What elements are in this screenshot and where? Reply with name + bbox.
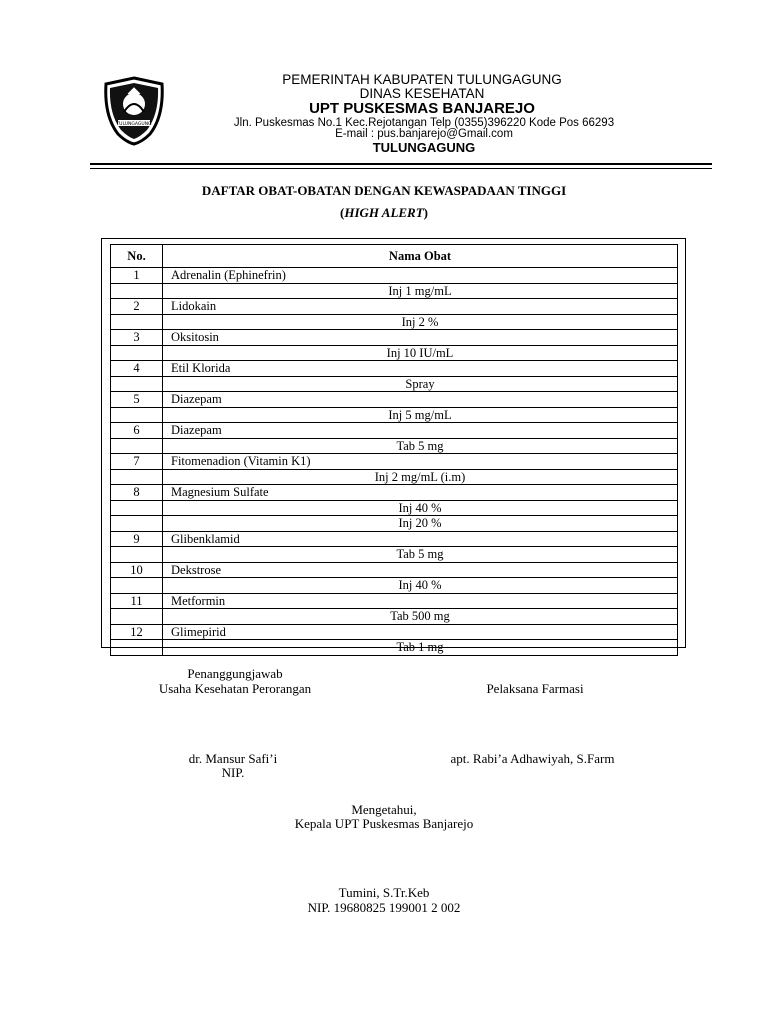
row-number: 2 [111, 299, 163, 315]
high-alert-drug-table [110, 244, 678, 656]
row-number: 4 [111, 361, 163, 377]
table-body [111, 268, 678, 656]
table-row [111, 640, 678, 656]
table-row [111, 609, 678, 625]
letterhead-divider-thick [90, 163, 712, 165]
letterhead-institution: UPT PUSKESMAS BANJAREJO [309, 100, 535, 117]
table-row [111, 423, 678, 439]
drug-dosage-form: Inj 5 mg/mL [163, 407, 678, 423]
drug-name: Glibenklamid [163, 531, 678, 547]
table-row [111, 624, 678, 640]
row-number: 3 [111, 330, 163, 346]
table-row [111, 531, 678, 547]
left-signatory-name: dr. Mansur Safi’i [188, 751, 278, 766]
approver-role-2: Kepala UPT Puskesmas Banjarejo [294, 816, 474, 831]
table-row [111, 268, 678, 284]
drug-name: Etil Klorida [163, 361, 678, 377]
row-number-empty [111, 345, 163, 361]
table-row [111, 314, 678, 330]
table-header-row [111, 245, 678, 268]
approver-nip: NIP. 19680825 199001 2 002 [307, 900, 461, 915]
row-number: 9 [111, 531, 163, 547]
table-row [111, 500, 678, 516]
right-signatory-name: apt. Rabi’a Adhawiyah, S.Farm [450, 751, 615, 766]
row-number-empty [111, 438, 163, 454]
row-number-empty [111, 314, 163, 330]
table-row [111, 516, 678, 532]
row-number-empty [111, 376, 163, 392]
table-row [111, 438, 678, 454]
table-row [111, 407, 678, 423]
row-number: 12 [111, 624, 163, 640]
table-row [111, 454, 678, 470]
drug-name: Diazepam [163, 392, 678, 408]
row-number-empty [111, 500, 163, 516]
row-number-empty [111, 609, 163, 625]
table-row [111, 283, 678, 299]
row-number-empty [111, 516, 163, 532]
row-number: 11 [111, 593, 163, 609]
table-row [111, 593, 678, 609]
drug-dosage-form: Tab 5 mg [163, 547, 678, 563]
drug-dosage-form: Tab 500 mg [163, 609, 678, 625]
drug-dosage-form: Inj 40 % [163, 500, 678, 516]
document-subtitle: (HIGH ALERT) [339, 205, 429, 220]
drug-name: Glimepirid [163, 624, 678, 640]
approver-role-1: Mengetahui, [351, 802, 417, 817]
row-number: 1 [111, 268, 163, 284]
row-number-empty [111, 578, 163, 594]
drug-name: Magnesium Sulfate [163, 485, 678, 501]
table-row [111, 299, 678, 315]
table-row [111, 392, 678, 408]
row-number: 5 [111, 392, 163, 408]
drug-name: Lidokain [163, 299, 678, 315]
approver-name: Tumini, S.Tr.Keb [338, 885, 430, 900]
drug-name: Metformin [163, 593, 678, 609]
drug-dosage-form: Spray [163, 376, 678, 392]
row-number-empty [111, 469, 163, 485]
table-row [111, 376, 678, 392]
row-number-empty [111, 640, 163, 656]
document-title: DAFTAR OBAT-OBATAN DENGAN KEWASPADAAN TINGGI [201, 183, 567, 198]
row-number: 7 [111, 454, 163, 470]
table-row [111, 547, 678, 563]
drug-dosage-form: Inj 2 % [163, 314, 678, 330]
row-number-empty [111, 547, 163, 563]
table-row [111, 361, 678, 377]
right-signatory-role: Pelaksana Farmasi [486, 681, 584, 696]
row-number: 6 [111, 423, 163, 439]
table-row [111, 469, 678, 485]
table-row [111, 485, 678, 501]
drug-name: Dekstrose [163, 562, 678, 578]
drug-dosage-form: Inj 40 % [163, 578, 678, 594]
table-row [111, 562, 678, 578]
drug-name: Fitomenadion (Vitamin K1) [163, 454, 678, 470]
letterhead-divider-thin [90, 168, 712, 169]
drug-dosage-form: Inj 20 % [163, 516, 678, 532]
header-no: No. [111, 245, 163, 268]
drug-name: Adrenalin (Ephinefrin) [163, 268, 678, 284]
drug-dosage-form: Inj 10 IU/mL [163, 345, 678, 361]
left-signatory-role-2: Usaha Kesehatan Perorangan [158, 681, 312, 696]
drug-name: Oksitosin [163, 330, 678, 346]
drug-dosage-form: Inj 1 mg/mL [163, 283, 678, 299]
header-drug-name: Nama Obat [163, 245, 678, 268]
row-number: 8 [111, 485, 163, 501]
table-row [111, 330, 678, 346]
drug-dosage-form: Tab 5 mg [163, 438, 678, 454]
row-number: 10 [111, 562, 163, 578]
row-number-empty [111, 407, 163, 423]
drug-name: Diazepam [163, 423, 678, 439]
letterhead-city: TULUNGAGUNG [372, 140, 476, 155]
left-signatory-nip: NIP. [221, 765, 245, 780]
svg-text:TULUNGAGUNG: TULUNGAGUNG [116, 122, 152, 127]
table-row [111, 345, 678, 361]
table-row [111, 578, 678, 594]
letterhead-email: E-mail : pus.banjarejo@Gmail.com [335, 128, 513, 140]
letterhead-government: PEMERINTAH KABUPATEN TULUNGAGUNG [282, 72, 562, 87]
letterhead-address: Jln. Puskesmas No.1 Kec.Rejotangan Telp (0355)396220 Kode Pos 66293 [233, 117, 615, 129]
left-signatory-role-1: Penanggungjawab [187, 666, 283, 681]
letterhead-department: DINAS KESEHATAN [359, 86, 485, 101]
drug-dosage-form: Inj 2 mg/mL (i.m) [163, 469, 678, 485]
row-number-empty [111, 283, 163, 299]
drug-dosage-form: Tab 1 mg [163, 640, 678, 656]
